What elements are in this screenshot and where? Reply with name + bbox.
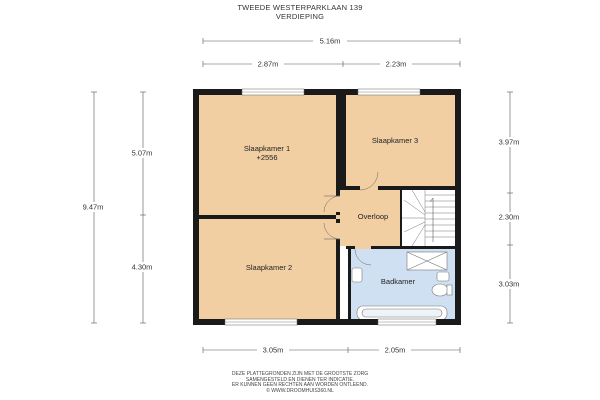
dim-top-total: 5.16m — [319, 36, 341, 46]
dim-left-total: 9.47m — [82, 202, 104, 212]
dim-right-upper: 3.97m — [498, 137, 520, 147]
label-slaapkamer-3: Slaapkamer 3 — [371, 136, 419, 145]
disclaimer-line-3: ER KUNNEN GEEN RECHTEN AAN WORDEN ONTLEEND. — [231, 382, 369, 389]
dim-bottom-left: 3.05m — [262, 345, 284, 355]
dim-top-left: 2.87m — [257, 59, 279, 69]
disclaimer-line-2: SAMENGESTELD EN DIENEN TER INDICATIE. — [245, 376, 355, 383]
dim-left-lower: 4.30m — [131, 262, 153, 272]
dim-left-upper: 5.07m — [131, 148, 153, 158]
dim-top-right: 2.23m — [385, 59, 407, 69]
disclaimer-line-1: DEZE PLATTEGRONDEN ZIJN MET DE GROOTSTE ZORG — [231, 371, 369, 377]
dim-right-lower: 3.03m — [498, 279, 520, 289]
label-slaapkamer-2: Slaapkamer 2 — [245, 263, 293, 272]
label-badkamer: Badkamer — [380, 277, 416, 286]
dim-bottom-right: 2.05m — [384, 345, 406, 355]
disclaimer — [0, 372, 600, 394]
dim-right-middle: 2.30m — [498, 212, 520, 222]
label-slaapkamer-1-level: +2556 — [256, 153, 278, 162]
label-slaapkamer-1: Slaapkamer 1 — [243, 144, 291, 153]
floorplan-title: TWEEDE WESTERPARKLAAN 139 — [237, 3, 363, 12]
disclaimer-line-4: © WWW.DROOMHUIS360.NL — [266, 387, 334, 394]
label-overloop: Overloop — [357, 212, 389, 221]
floorplan-subtitle: VERDIEPING — [275, 12, 325, 21]
